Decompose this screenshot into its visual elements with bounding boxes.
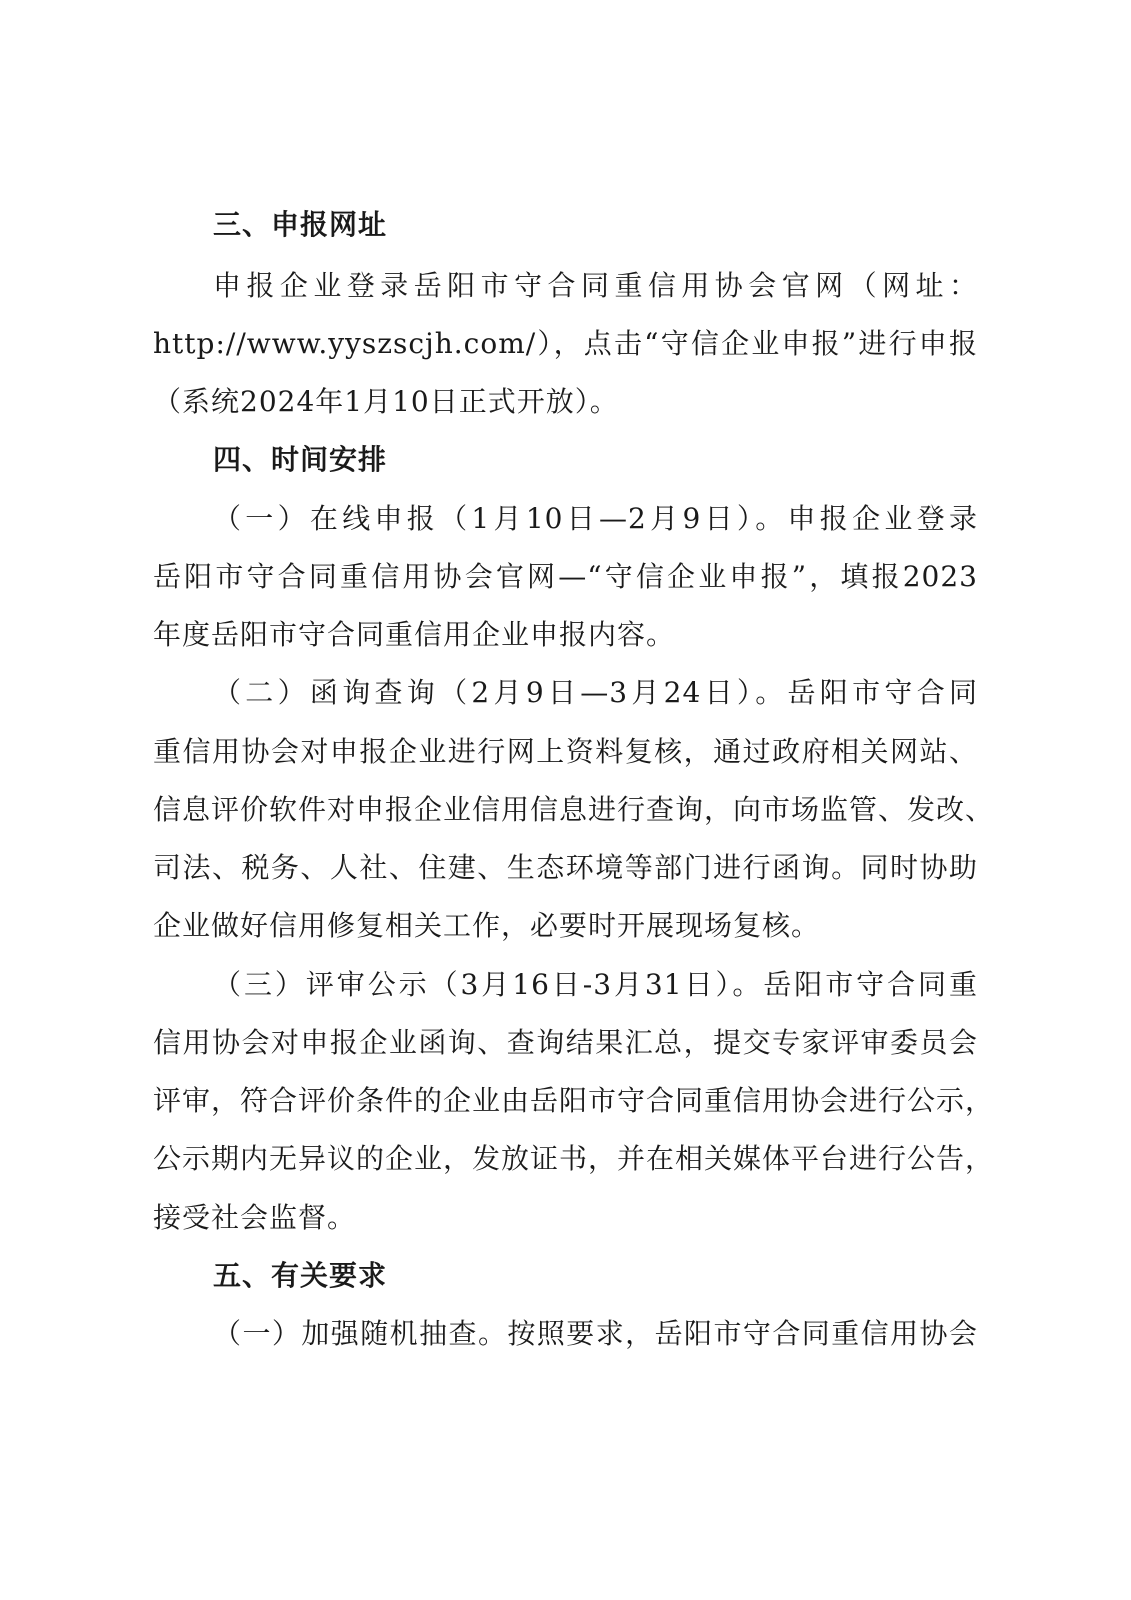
- paragraph-line: 申报企业登录岳阳市守合同重信用协会官网（网址：: [213, 269, 978, 302]
- paragraph-line: 企业做好信用修复相关工作，必要时开展现场复核。: [153, 909, 821, 942]
- section-heading-3: 三、申报网址: [213, 208, 388, 241]
- paragraph-line: 重信用协会对申报企业进行网上资料复核，通过政府相关网站、: [153, 735, 978, 768]
- paragraph-line: 信用协会对申报企业函询、查询结果汇总，提交专家评审委员会: [153, 1026, 978, 1059]
- paragraph-line: 年度岳阳市守合同重信用企业申报内容。: [153, 618, 676, 651]
- paragraph-line: 公示期内无异议的企业，发放证书，并在相关媒体平台进行公告，: [153, 1142, 995, 1175]
- paragraph-line: 评审，符合评价条件的企业由岳阳市守合同重信用协会进行公示，: [153, 1084, 995, 1117]
- section-heading-4: 四、时间安排: [213, 443, 388, 476]
- paragraph-line: （一）加强随机抽查。按照要求，岳阳市守合同重信用协会: [213, 1317, 978, 1350]
- paragraph-line: 接受社会监督。: [153, 1201, 357, 1234]
- section-heading-5: 五、有关要求: [213, 1259, 388, 1292]
- paragraph-line: http://www.yyszscjh.com/），点击“守信企业申报”进行申报: [153, 327, 978, 360]
- paragraph-line: 司法、税务、人社、住建、生态环境等部门进行函询。同时协助: [153, 851, 978, 884]
- paragraph-line: （二）函询查询（2月9日—3月24日）。岳阳市守合同: [213, 676, 978, 709]
- paragraph-line: （系统2024年1月10日正式开放）。: [153, 385, 619, 418]
- paragraph-line: （一）在线申报（1月10日—2月9日）。申报企业登录: [213, 502, 978, 535]
- paragraph-line: （三）评审公示（3月16日-3月31日）。岳阳市守合同重: [213, 968, 978, 1001]
- paragraph-line: 岳阳市守合同重信用协会官网—“守信企业申报”，填报2023: [153, 560, 978, 593]
- paragraph-line: 信息评价软件对申报企业信用信息进行查询，向市场监管、发改、: [153, 793, 995, 826]
